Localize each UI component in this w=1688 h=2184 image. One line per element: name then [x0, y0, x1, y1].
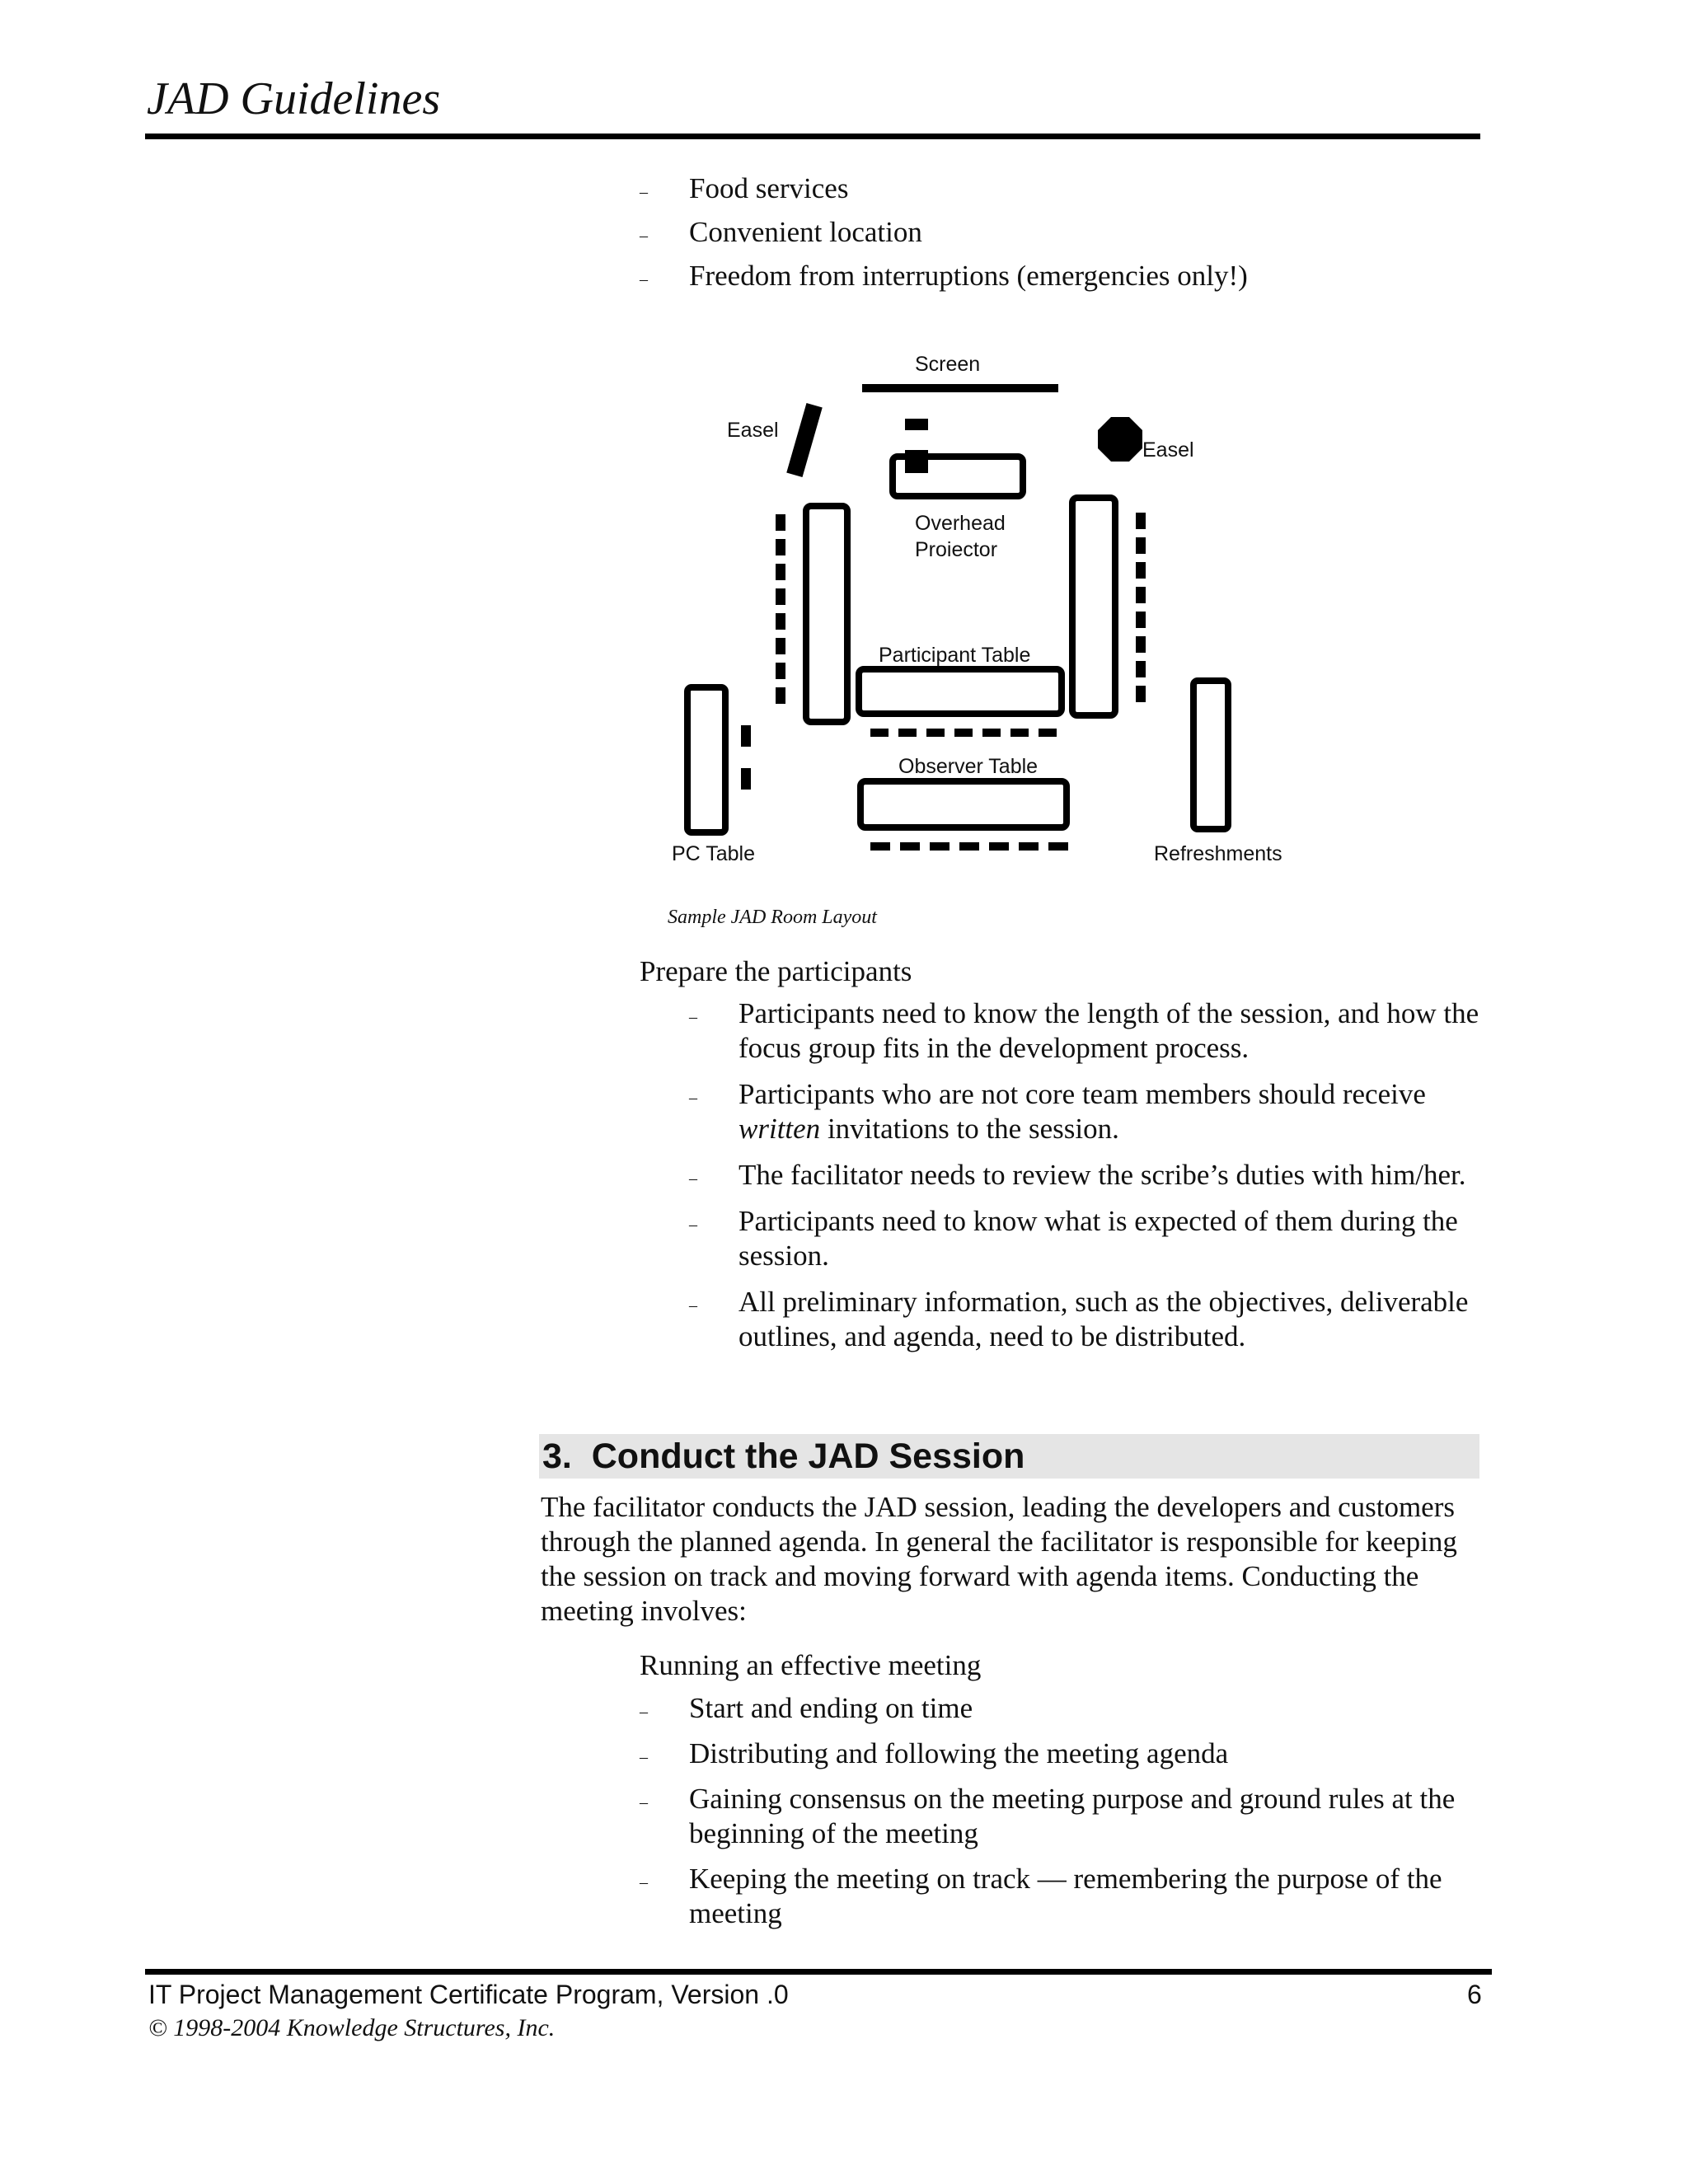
dash-bullet: – [640, 183, 648, 201]
prepare-heading: Prepare the participants [640, 955, 912, 987]
easel-right-label: Easel [1142, 438, 1194, 462]
easel-right-shape [1098, 417, 1142, 462]
observer-table [860, 781, 1067, 827]
section-paragraph: The facilitator conducts the JAD session, leading the developers and customers through the planned agenda. In general the facilitator is responsible for keeping the session on track and moving forward with agenda items. Conducting the meeting involves: [541, 1491, 1457, 1627]
refreshments-label: Refreshments [1154, 842, 1282, 865]
easel-left-shape [786, 403, 822, 477]
list-item: – Freedom from interruptions (emergencies only!) [640, 259, 1248, 293]
footer-program-name: IT Project Management Certificate Program, Version .0 [148, 1980, 789, 2009]
dash-bullet: – [640, 1748, 648, 1766]
dash-bullet: – [689, 1089, 697, 1107]
overhead-label-line1: Overhead [915, 512, 1006, 535]
list-item: – Start and ending on time [640, 1691, 1489, 1726]
room-layout-diagram [0, 0, 1688, 956]
list-item: – Participants need to know the length of the session, and how the focus group fits in the development process. [689, 997, 1479, 1064]
dash-bullet: – [640, 270, 648, 288]
page-header-title: JAD Guidelines [147, 73, 441, 124]
participant-table-front [859, 669, 1062, 714]
chairs-participant-row [870, 729, 1057, 737]
dash-bullet: – [689, 1296, 697, 1315]
chairs-right [1136, 513, 1146, 702]
running-meeting-heading: Running an effective meeting [640, 1649, 982, 1681]
easel-left-label: Easel [727, 419, 779, 442]
page-number: 6 [1467, 1980, 1482, 2009]
participant-table-right [1072, 498, 1115, 715]
list-item: – Participants need to know what is expected of them during the session. [689, 1205, 1458, 1272]
section-heading: 3. Conduct the JAD Session [542, 1436, 1025, 1476]
figure-caption: Sample JAD Room Layout [668, 907, 877, 928]
projector-head [905, 419, 928, 430]
list-item: – Gaining consensus on the meeting purpose and ground rules at the beginning of the meeting [640, 1783, 1456, 1849]
chairs-left [776, 514, 785, 704]
dash-bullet: – [689, 1008, 697, 1026]
pc-table [687, 687, 725, 832]
chairs-observer-row [870, 842, 1068, 851]
emphasis-written: written [738, 1113, 821, 1145]
dash-bullet: – [640, 1703, 648, 1721]
dash-bullet: – [640, 227, 648, 245]
prepare-list [689, 996, 1480, 1366]
footer-copyright: © 1998-2004 Knowledge Structures, Inc. [148, 2014, 556, 2041]
dash-bullet: – [640, 1793, 648, 1811]
participant-table-label: Participant Table [879, 644, 1031, 667]
dash-bullet: – [689, 1216, 697, 1234]
list-item: – Food services [640, 171, 1248, 206]
dash-bullet: – [640, 1873, 648, 1891]
overhead-label-line2: Proiector [915, 538, 998, 561]
running-meeting-list [640, 1691, 1489, 1942]
observer-table-label: Observer Table [898, 755, 1039, 778]
list-item: – Keeping the meeting on track — remembering the purpose of the meeting [640, 1863, 1442, 1929]
list-item: – Convenient location [640, 215, 1248, 250]
list-item: – Participants who are not core team members should receive written invitations to the session. [689, 1078, 1426, 1145]
footer-rule [145, 1969, 1492, 1975]
dash-bullet: – [689, 1169, 697, 1188]
screen-label: Screen [915, 353, 981, 376]
screen-shape [862, 384, 1058, 392]
list-item: – Distributing and following the meeting agenda [640, 1736, 1489, 1771]
participant-table-left [806, 506, 847, 722]
list-item: – All preliminary information, such as the objectives, deliverable outlines, and agenda, need to be distributed. [689, 1286, 1469, 1352]
refreshments-table [1193, 681, 1228, 829]
pc-table-label: PC Table [672, 842, 755, 865]
list-item: – The facilitator needs to review the scribe’s duties with him/her. [689, 1158, 1480, 1193]
chairs-pc [741, 725, 751, 790]
